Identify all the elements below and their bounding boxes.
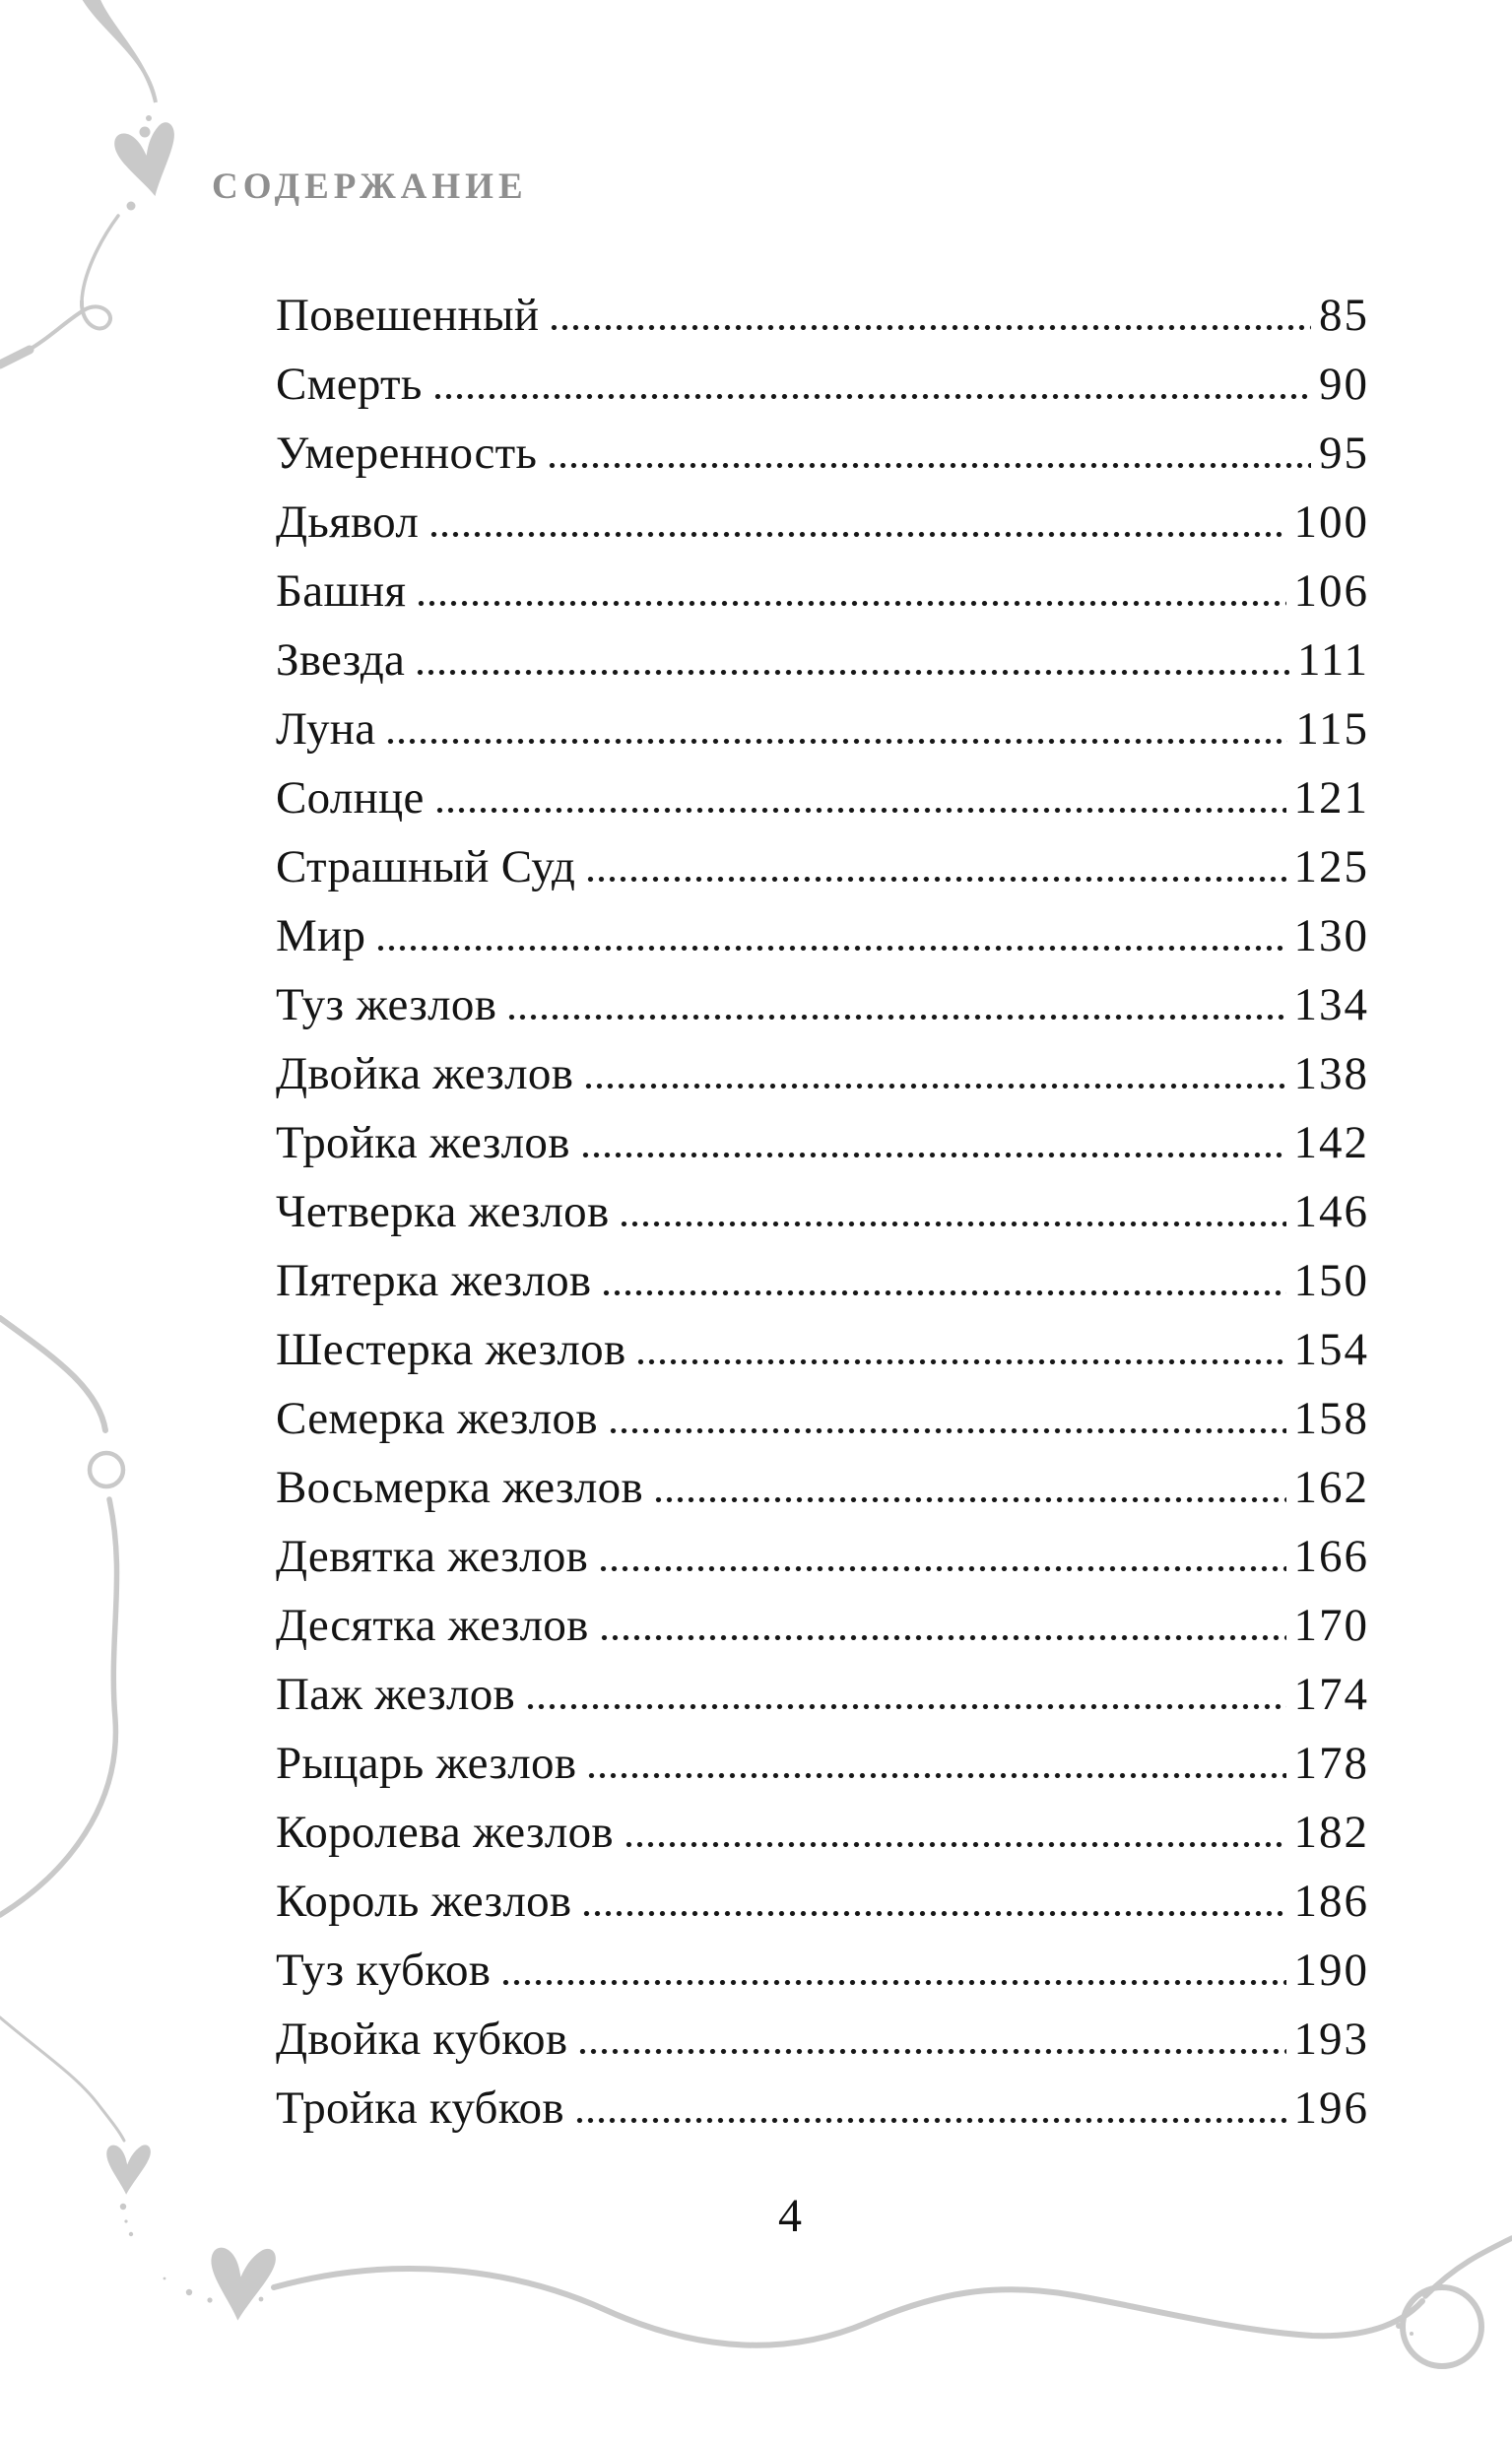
toc-entry-title[interactable]: Туз кубков bbox=[276, 1945, 492, 1996]
toc-entry-title[interactable]: Восьмерка жезлов bbox=[276, 1462, 643, 1513]
toc-entry-page[interactable]: 100 bbox=[1293, 496, 1369, 548]
toc-entry-title[interactable]: Звезда bbox=[276, 634, 406, 686]
toc-entry-page[interactable]: 130 bbox=[1293, 910, 1369, 961]
toc-entry-page[interactable]: 186 bbox=[1293, 1876, 1369, 1927]
toc-entry[interactable] bbox=[276, 970, 1369, 1039]
toc-entry-title[interactable]: Паж жезлов bbox=[276, 1669, 516, 1720]
toc-leader-dots bbox=[385, 739, 1287, 744]
bottom-wave-ornament bbox=[274, 2238, 1512, 2366]
toc-entry-page[interactable]: 146 bbox=[1293, 1186, 1369, 1237]
toc-entry-title[interactable]: Умеренность bbox=[276, 428, 538, 479]
toc-entry-page[interactable]: 154 bbox=[1293, 1324, 1369, 1375]
toc-entry-title[interactable]: Королева жезлов bbox=[276, 1807, 614, 1858]
toc-list bbox=[276, 281, 1369, 2143]
toc-entry[interactable] bbox=[276, 1798, 1369, 1867]
toc-leader-dots bbox=[577, 2049, 1285, 2054]
toc-entry-title[interactable]: Девятка жезлов bbox=[276, 1531, 589, 1582]
toc-entry[interactable] bbox=[276, 1660, 1369, 1729]
toc-entry-page[interactable]: 150 bbox=[1293, 1255, 1369, 1306]
toc-entry[interactable] bbox=[276, 1246, 1369, 1315]
toc-entry-page[interactable]: 158 bbox=[1293, 1393, 1369, 1444]
toc-entry[interactable] bbox=[276, 2005, 1369, 2074]
top-left-ornament bbox=[0, 0, 186, 364]
toc-entry-page[interactable]: 170 bbox=[1293, 1600, 1369, 1651]
toc-entry-page[interactable]: 111 bbox=[1296, 634, 1369, 686]
toc-leader-dots bbox=[598, 1566, 1285, 1571]
toc-entry-title[interactable]: Пятерка жезлов bbox=[276, 1255, 592, 1306]
toc-entry[interactable] bbox=[276, 1315, 1369, 1384]
toc-entry-page[interactable]: 174 bbox=[1293, 1669, 1369, 1720]
toc-leader-dots bbox=[434, 808, 1286, 813]
toc-entry-title[interactable]: Рыцарь жезлов bbox=[276, 1738, 577, 1789]
left-ornament bbox=[0, 1318, 124, 2141]
toc-entry-page[interactable]: 196 bbox=[1293, 2082, 1369, 2134]
toc-entry[interactable] bbox=[276, 1867, 1369, 1936]
toc-leader-dots bbox=[583, 1084, 1285, 1089]
toc-entry-title[interactable]: Солнце bbox=[276, 772, 425, 824]
toc-entry[interactable] bbox=[276, 2074, 1369, 2143]
toc-entry-page[interactable]: 125 bbox=[1293, 841, 1369, 892]
toc-entry-page[interactable]: 90 bbox=[1319, 359, 1369, 410]
toc-entry[interactable] bbox=[276, 694, 1369, 763]
toc-leader-dots bbox=[549, 325, 1311, 330]
toc-leader-dots bbox=[547, 463, 1311, 468]
toc-entry[interactable] bbox=[276, 488, 1369, 557]
toc-entry-title[interactable]: Страшный Суд bbox=[276, 841, 576, 892]
contents-header: СОДЕРЖАНИЕ bbox=[212, 166, 528, 207]
toc-entry[interactable] bbox=[276, 350, 1369, 419]
toc-leader-dots bbox=[585, 877, 1285, 882]
toc-entry-page[interactable]: 121 bbox=[1293, 772, 1369, 824]
toc-entry-title[interactable]: Двойка жезлов bbox=[276, 1048, 574, 1099]
toc-entry-page[interactable]: 134 bbox=[1293, 979, 1369, 1030]
toc-leader-dots bbox=[580, 1153, 1286, 1157]
toc-leader-dots bbox=[375, 946, 1285, 951]
toc-entry[interactable] bbox=[276, 419, 1369, 488]
toc-entry-page[interactable]: 115 bbox=[1295, 703, 1369, 755]
toc-entry-page[interactable]: 193 bbox=[1293, 2014, 1369, 2065]
toc-leader-dots bbox=[500, 1980, 1285, 1985]
toc-leader-dots bbox=[599, 1635, 1286, 1640]
toc-leader-dots bbox=[586, 1773, 1285, 1778]
toc-entry-title[interactable]: Семерка жезлов bbox=[276, 1393, 598, 1444]
toc-entry[interactable] bbox=[276, 901, 1369, 970]
toc-entry-page[interactable]: 178 bbox=[1293, 1738, 1369, 1789]
toc-entry[interactable] bbox=[276, 1936, 1369, 2005]
toc-entry[interactable] bbox=[276, 557, 1369, 626]
toc-entry[interactable] bbox=[276, 1108, 1369, 1177]
toc-leader-dots bbox=[428, 532, 1285, 537]
toc-leader-dots bbox=[635, 1359, 1285, 1364]
toc-leader-dots bbox=[525, 1704, 1285, 1709]
toc-entry-title[interactable]: Дьявол bbox=[276, 496, 420, 548]
toc-entry-title[interactable]: Тройка жезлов bbox=[276, 1117, 570, 1168]
toc-leader-dots bbox=[608, 1428, 1286, 1433]
toc-entry-page[interactable]: 162 bbox=[1293, 1462, 1369, 1513]
toc-leader-dots bbox=[653, 1497, 1286, 1502]
toc-entry-title[interactable]: Двойка кубков bbox=[276, 2014, 568, 2065]
toc-entry[interactable] bbox=[276, 832, 1369, 901]
bottom-left-ornament bbox=[105, 2144, 277, 2323]
toc-entry[interactable] bbox=[276, 1453, 1369, 1522]
toc-entry-title[interactable]: Башня bbox=[276, 565, 407, 617]
toc-entry-page[interactable]: 85 bbox=[1319, 290, 1369, 341]
toc-entry-page[interactable]: 138 bbox=[1293, 1048, 1369, 1099]
toc-leader-dots bbox=[624, 1842, 1286, 1847]
toc-entry-page[interactable]: 182 bbox=[1293, 1807, 1369, 1858]
toc-entry[interactable] bbox=[276, 1522, 1369, 1591]
toc-entry-page[interactable]: 166 bbox=[1293, 1531, 1369, 1582]
toc-leader-dots bbox=[581, 1911, 1285, 1916]
toc-entry-page[interactable]: 190 bbox=[1293, 1945, 1369, 1996]
toc-leader-dots bbox=[601, 1290, 1285, 1295]
toc-entry[interactable] bbox=[276, 763, 1369, 832]
page-number: 4 bbox=[778, 2190, 802, 2242]
toc-entry[interactable] bbox=[276, 281, 1369, 350]
toc-entry[interactable] bbox=[276, 1039, 1369, 1108]
toc-entry[interactable] bbox=[276, 1384, 1369, 1453]
toc-entry-title[interactable]: Луна bbox=[276, 703, 376, 755]
toc-entry-title[interactable]: Четверка жезлов bbox=[276, 1186, 610, 1237]
toc-entry-title[interactable]: Десятка жезлов bbox=[276, 1600, 589, 1651]
toc-entry[interactable] bbox=[276, 1177, 1369, 1246]
toc-leader-dots bbox=[432, 394, 1311, 399]
toc-entry-page[interactable]: 106 bbox=[1293, 565, 1369, 617]
toc-entry-title[interactable]: Туз жезлов bbox=[276, 979, 497, 1030]
toc-leader-dots bbox=[415, 670, 1289, 675]
toc-leader-dots bbox=[574, 2118, 1286, 2123]
toc-leader-dots bbox=[619, 1222, 1285, 1226]
toc-leader-dots bbox=[506, 1015, 1285, 1020]
toc-entry[interactable] bbox=[276, 1591, 1369, 1660]
toc-entry-page[interactable]: 142 bbox=[1293, 1117, 1369, 1168]
toc-entry-page[interactable]: 95 bbox=[1319, 428, 1369, 479]
toc-entry-title[interactable]: Мир bbox=[276, 910, 366, 961]
toc-entry-title[interactable]: Тройка кубков bbox=[276, 2082, 564, 2134]
toc-entry-title[interactable]: Смерть bbox=[276, 359, 423, 410]
toc-entry-title[interactable]: Шестерка жезлов bbox=[276, 1324, 626, 1375]
toc-entry[interactable] bbox=[276, 626, 1369, 694]
toc-entry-title[interactable]: Повешенный bbox=[276, 290, 540, 341]
toc-leader-dots bbox=[416, 601, 1285, 606]
toc-entry[interactable] bbox=[276, 1729, 1369, 1798]
toc-entry-title[interactable]: Король жезлов bbox=[276, 1876, 572, 1927]
